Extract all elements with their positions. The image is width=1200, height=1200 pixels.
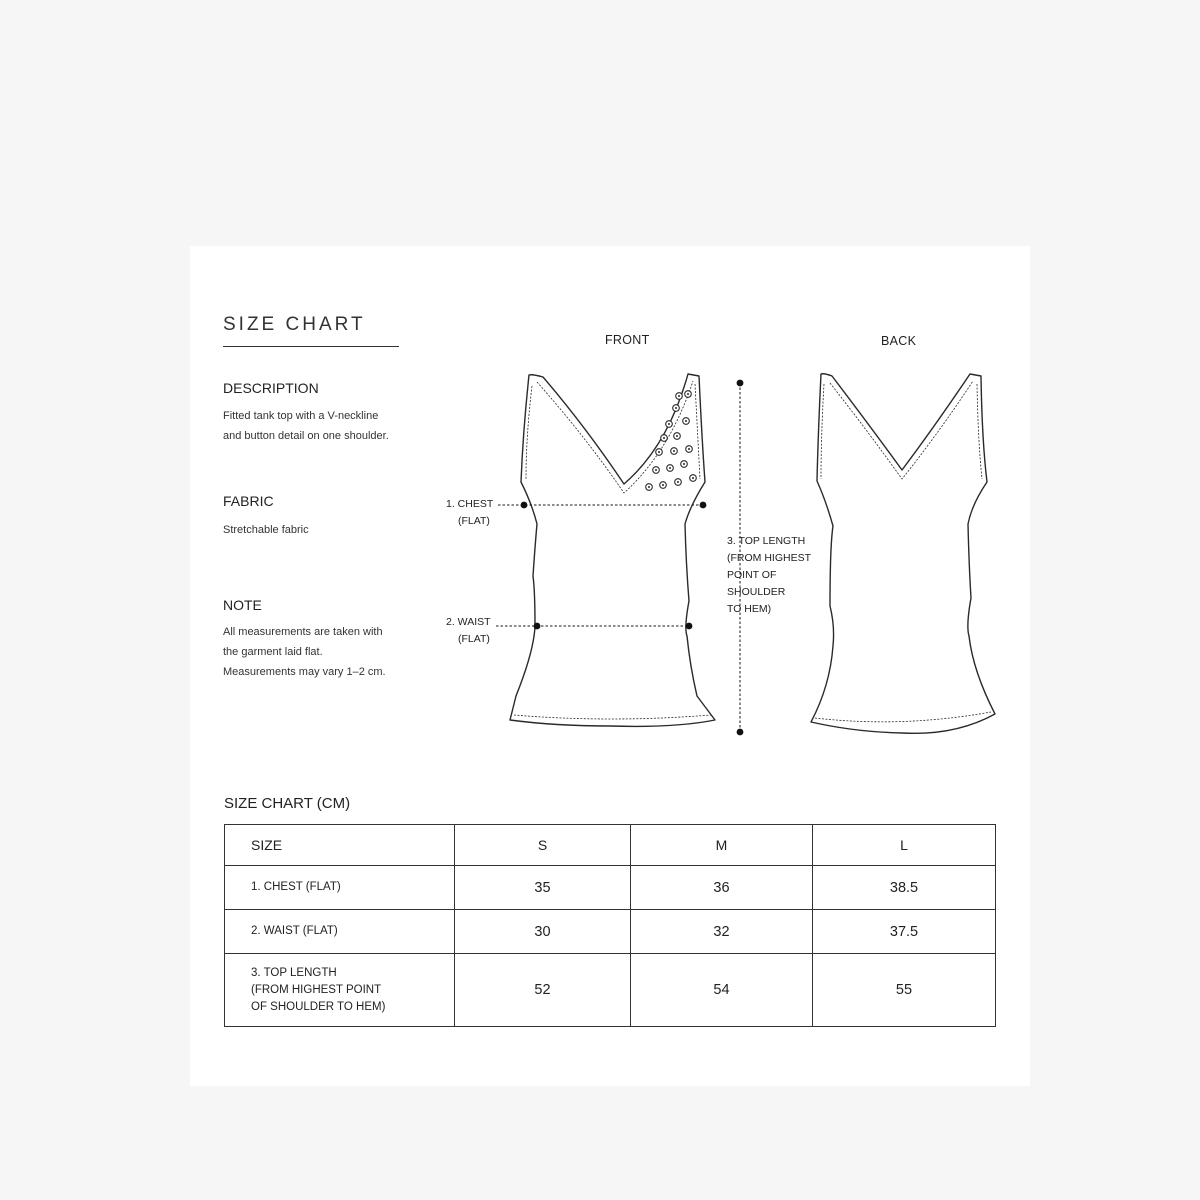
length-point (737, 380, 744, 387)
row-label-line: 1. CHEST (FLAT) (251, 881, 341, 893)
chest-label-line: (FLAT) (458, 515, 490, 527)
chest-label (446, 496, 493, 530)
front-hem-stitch (514, 715, 711, 719)
chest-point (700, 502, 707, 509)
description-line: and button detail on one shoulder. (223, 430, 389, 442)
size-table (224, 824, 996, 1027)
waist-label-line: 2. WAIST (446, 616, 491, 628)
note-line: All measurements are taken with (223, 626, 383, 638)
row-label-line: 2. WAIST (FLAT) (251, 925, 338, 937)
header-cell: SIZE (225, 825, 455, 866)
description-line: Fitted tank top with a V-neckline (223, 410, 379, 422)
shoulder-buttons (646, 391, 697, 491)
length-label (727, 533, 811, 618)
row-label (225, 866, 455, 910)
waist-label (446, 614, 491, 648)
size-chart-card (190, 246, 1030, 1086)
fabric-line: Stretchable fabric (223, 524, 309, 536)
header-cell: S (455, 825, 631, 866)
garment-diagram (190, 246, 1030, 786)
waist-point (534, 623, 541, 630)
table-header-row (225, 825, 996, 866)
table-cell: 36 (631, 866, 813, 910)
back-tank-outline (811, 374, 995, 734)
back-neck-stitch (830, 381, 973, 479)
length-label-line: POINT OF (727, 569, 777, 581)
description-heading: DESCRIPTION (223, 380, 319, 396)
table-cell: 32 (631, 910, 813, 954)
table-row (225, 910, 996, 954)
table-row (225, 866, 996, 910)
length-point (737, 729, 744, 736)
waist-point (686, 623, 693, 630)
size-table-title: SIZE CHART (CM) (224, 795, 351, 812)
table-cell: 52 (455, 954, 631, 1027)
fabric-heading: FABRIC (223, 493, 274, 509)
waist-label-line: (FLAT) (458, 633, 490, 645)
row-label-line: 3. TOP LENGTH (251, 966, 337, 979)
chest-label-line: 1. CHEST (446, 498, 494, 510)
page-title: SIZE CHART (223, 314, 366, 335)
row-label-line: OF SHOULDER TO HEM) (251, 1000, 386, 1013)
table-cell: 55 (813, 954, 996, 1027)
length-label-line: SHOULDER (727, 586, 786, 598)
header-cell: M (631, 825, 813, 866)
length-label-line: (FROM HIGHEST (727, 552, 811, 564)
row-label-line: (FROM HIGHEST POINT (251, 983, 382, 996)
note-line: the garment laid flat. (223, 646, 323, 658)
front-view-label: FRONT (605, 333, 650, 347)
row-label (225, 954, 455, 1027)
note-line: Measurements may vary 1–2 cm. (223, 666, 386, 678)
back-armhole-stitch-left (821, 384, 824, 479)
back-hem-stitch (815, 712, 991, 722)
header-cell: L (813, 825, 996, 866)
chest-point (521, 502, 528, 509)
front-tank-outline (510, 374, 715, 726)
front-armhole-stitch-right (695, 384, 700, 479)
table-cell: 54 (631, 954, 813, 1027)
length-label-line: 3. TOP LENGTH (727, 535, 806, 547)
table-cell: 38.5 (813, 866, 996, 910)
table-cell: 37.5 (813, 910, 996, 954)
table-row (225, 954, 996, 1027)
row-label (225, 910, 455, 954)
length-label-line: TO HEM) (727, 603, 772, 615)
table-cell: 30 (455, 910, 631, 954)
note-heading: NOTE (223, 597, 262, 613)
back-view-label: BACK (881, 334, 917, 348)
table-cell: 35 (455, 866, 631, 910)
